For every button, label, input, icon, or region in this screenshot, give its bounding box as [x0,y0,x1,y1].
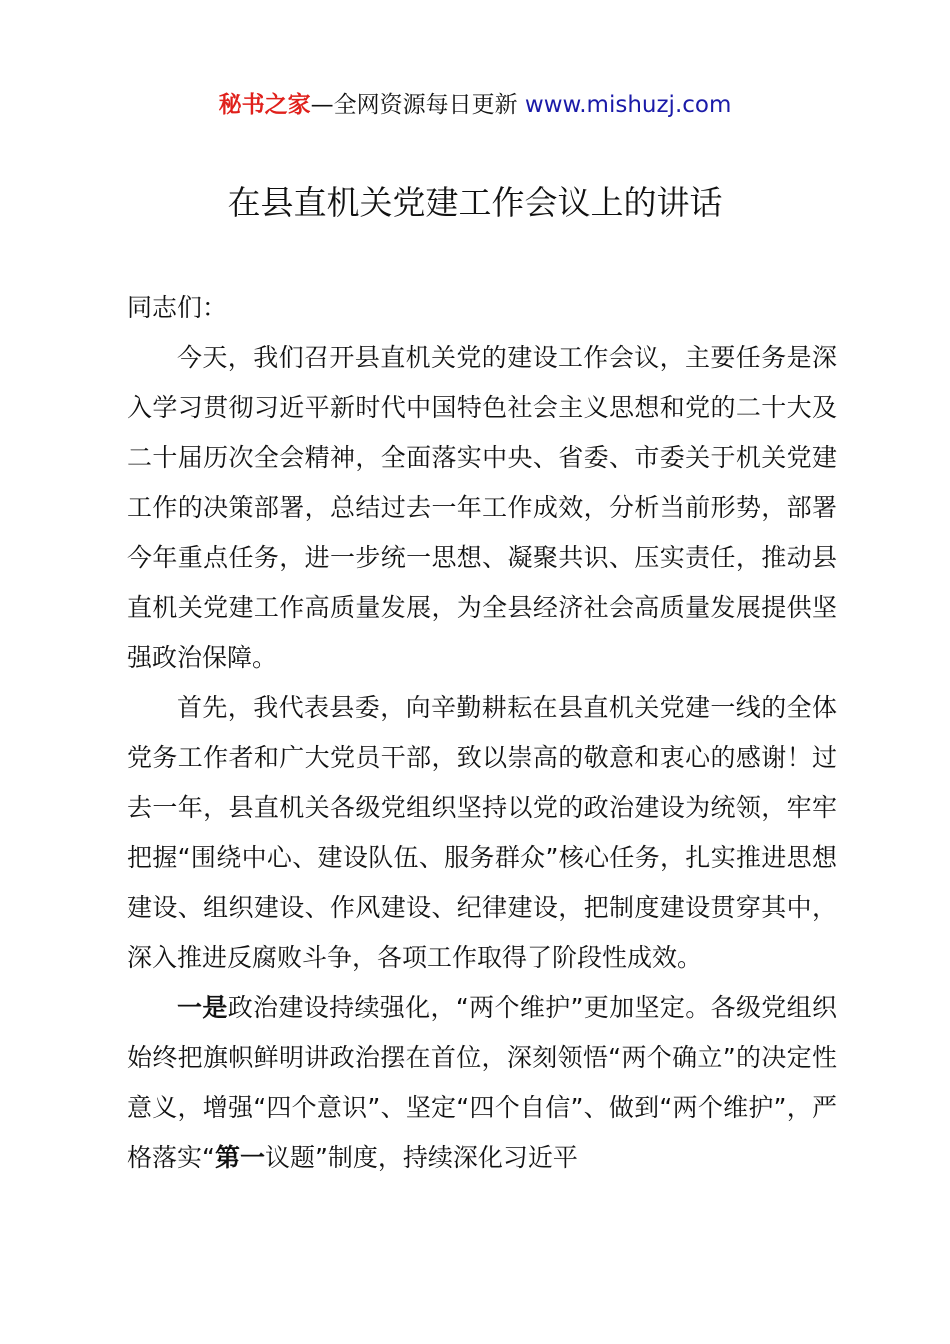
document-title: 在县直机关党建工作会议上的讲话 [227,183,723,222]
header-tagline: —全网资源每日更新 [310,92,525,118]
document-body [127,283,837,1183]
point-text-part1: 政治建设持续强化，“两个维护”更加坚定。各级党组织始终把旗帜鲜明讲政治摆在首位，深刻领悟“两个确立”的决定性意义，增强“四个意识”、坚定“四个自信”、做到“两个维护”，严格落实“ [127,993,837,1172]
site-url-link[interactable]: www.mishuzj.com [524,92,732,118]
paragraph-intro: 今天，我们召开县直机关党的建设工作会议，主要任务是深入学习贯彻习近平新时代中国特色社会主义思想和党的二十大及二十届历次全会精神，全面落实中央、省委、市委关于机关党建工作的决策部署，总结过去一年工作成效，分析当前形势，部署今年重点任务，进一步统一思想、凝聚共识、压实责任，推动县直机关党建工作高质量发展，为全县经济社会高质量发展提供坚强政治保障。 [127,343,837,672]
salutation: 同志们： [127,293,228,322]
brand-name: 秘书之家 [218,92,311,118]
paragraph-thanks: 首先，我代表县委，向辛勤耕耘在县直机关党建一线的全体党务工作者和广大党员干部，致以崇高的敬意和衷心的感谢！过去一年，县直机关各级党组织坚持以党的政治建设为统领，牢牢把握“围绕中心、建设队伍、服务群众”核心任务，扎实推进思想建设、组织建设、作风建设、纪律建设，把制度建设贯穿其中，深入推进反腐败斗争，各项工作取得了阶段性成效。 [127,693,837,972]
point-text-part2: 议题”制度，持续深化习近平 [264,1143,578,1172]
point-emphasis: 第一 [214,1143,265,1172]
point-lead: 一是 [177,993,228,1022]
site-header [0,88,950,122]
paragraph-point-one [127,983,837,1183]
